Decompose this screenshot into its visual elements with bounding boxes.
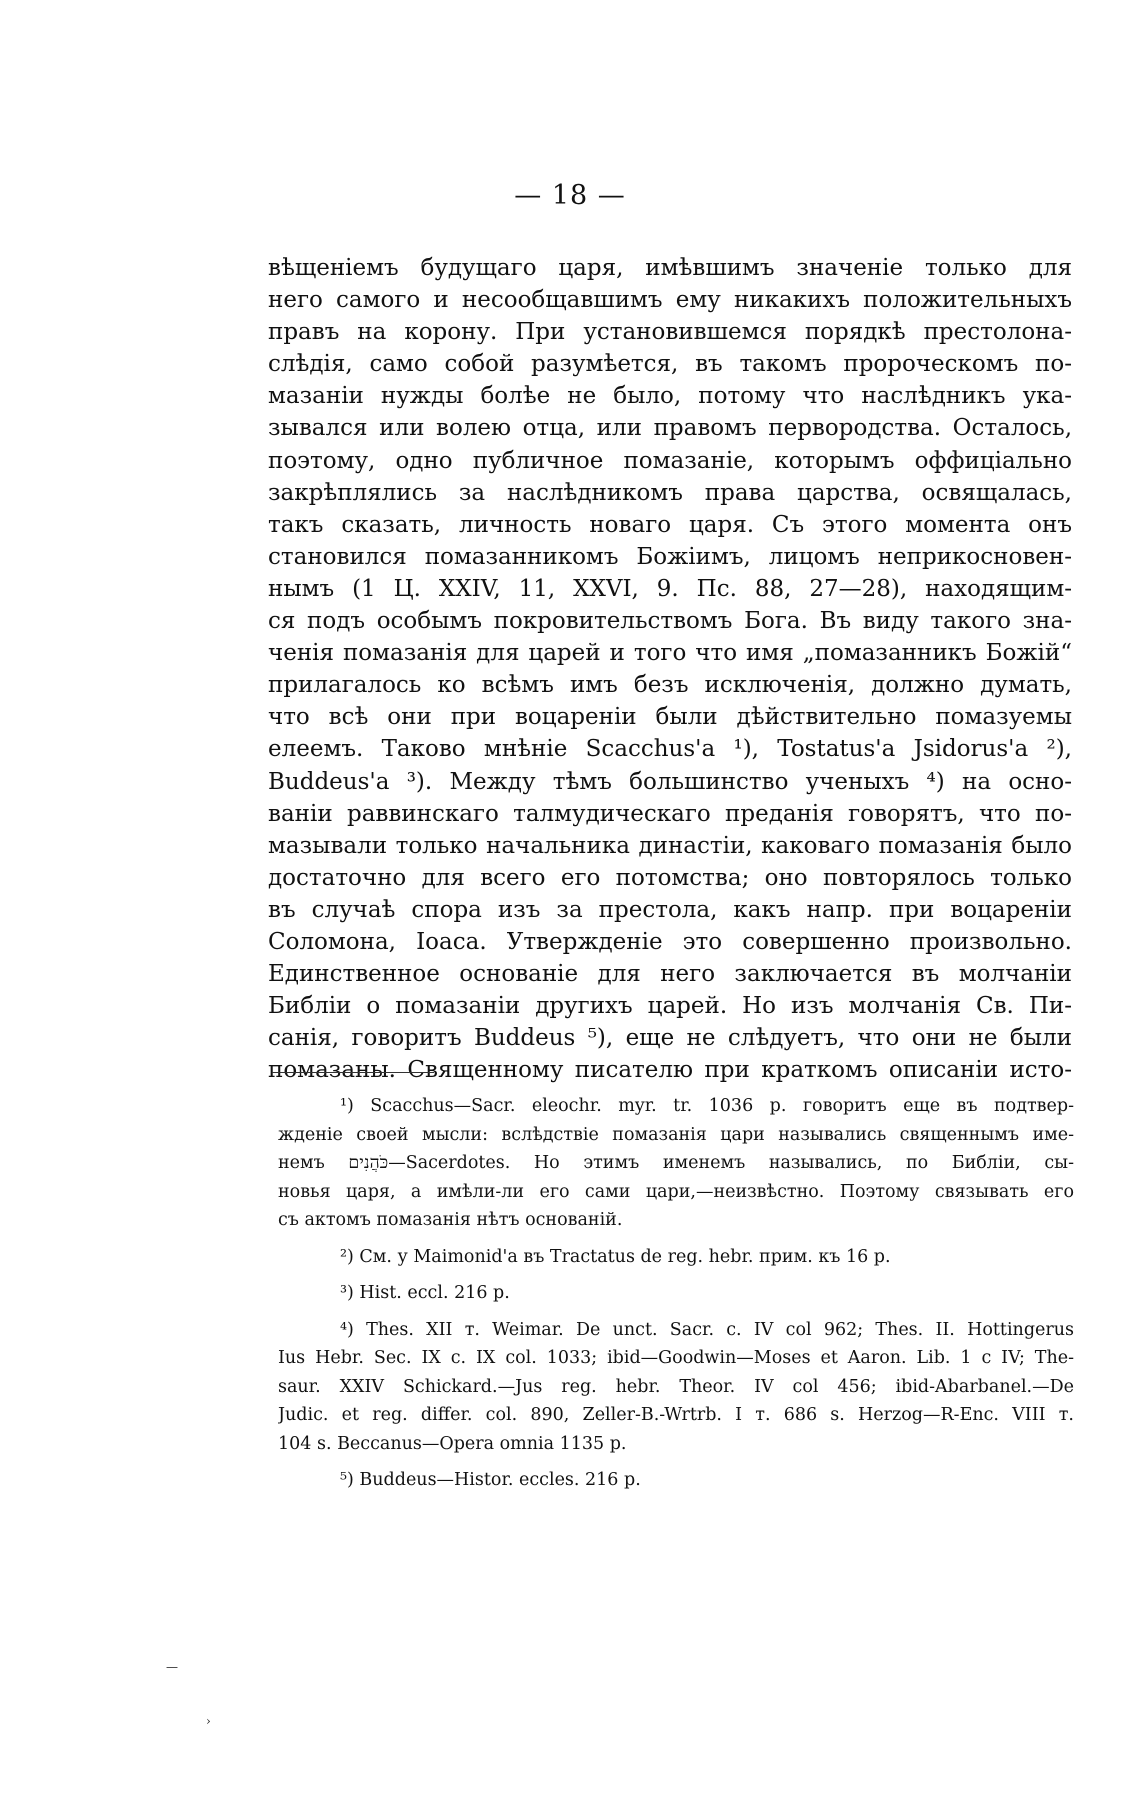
text-line: прилагалось ко всѣмъ имъ безъ исключенія, должно думать,: [268, 672, 1072, 699]
text-line: достаточно для всего его потомства; оно повторялось только: [268, 864, 1072, 891]
text-line: слѣдія, само собой разумѣется, въ такомъ пророческомъ по-: [268, 351, 1072, 378]
footnotes: [278, 1092, 1074, 1495]
footnote-4: [278, 1316, 1074, 1459]
footnote-line: ⁴) Thes. XII т. Weimar. De unct. Sacr. c. IV col 962; Thes. II. Hottingerus: [340, 1319, 1074, 1340]
footnote-line: ¹) Scacchus—Sacr. eleochr. myr. tr. 1036 p. говоритъ еще въ подтвер-: [340, 1096, 1074, 1116]
text-line: мазывали только начальника династіи, каковаго помазанія было: [268, 832, 1072, 859]
footnote-line: немъ כֹּהֲנִים—Sacerdotes. Но этимъ именемъ назывались, по Библіи, сы-: [278, 1153, 1074, 1173]
text-line: санія, говоритъ Buddeus ⁵), еще не слѣдуетъ, что они не были: [268, 1025, 1072, 1052]
footnote-line: ⁵) Buddeus—Histor. eccles. 216 p.: [340, 1470, 641, 1490]
text-line: мазаніи нужды болѣе не было, потому что наслѣдникъ ука-: [268, 383, 1072, 410]
footnote-line: жденіе своей мысли: вслѣдствіе помазанія цари назывались священнымъ име-: [278, 1124, 1074, 1145]
stray-mark: —: [166, 1660, 178, 1674]
text-line: елеемъ. Таково мнѣніе Scacchus'а ¹), Tostatus'а Jsidorus'а ²),: [268, 736, 1072, 763]
footnote-1: [278, 1092, 1074, 1235]
footnote-line: ²) См. у Maimonid'а въ Tractatus de reg. hebr. прим. къ 16 p.: [340, 1246, 891, 1267]
footnote-line: съ актомъ помазанія нѣтъ основаній.: [278, 1210, 623, 1230]
stray-mark: ›: [206, 1714, 211, 1728]
text-line: ваніи раввинскаго талмудическаго преданія говорятъ, что по-: [268, 800, 1072, 827]
text-line: въ случаѣ спора изъ за престола, какъ напр. при воцареніи: [268, 896, 1072, 923]
footnote-line: Ius Hebr. Sec. IX c. IX col. 1033; ibid—Goodwin—Moses et Aaron. Lib. 1 c IV; The-: [278, 1348, 1074, 1368]
text-line: нымъ (1 Ц. XXIV, 11, XXVI, 9. Пс. 88, 27—28), находящим-: [268, 575, 1072, 602]
footnote-2: [278, 1243, 1074, 1272]
main-text: [268, 252, 1072, 1086]
footnote-line: Judic. et reg. differ. col. 890, Zeller-B.-Wrtrb. I т. 686 s. Herzog—R-Enc. VIII т.: [278, 1405, 1074, 1425]
text-line: зывался или волею отца, или правомъ первородства. Осталось,: [268, 415, 1072, 442]
text-line: ченія помазанія для царей и того что имя „помазанникъ Божій“: [268, 640, 1072, 667]
text-line: вѣщеніемъ будущаго царя, имѣвшимъ значеніе только для: [268, 255, 1072, 281]
text-line: становился помазанникомъ Божіимъ, лицомъ неприкосновен-: [268, 543, 1072, 570]
footnote-3: [278, 1279, 1074, 1308]
text-line: помазаны. Священному писателю при краткомъ описаніи исто-: [268, 1057, 1072, 1084]
footnote-line: 104 s. Beccanus—Opera omnia 1135 p.: [278, 1433, 627, 1454]
text-line: Библіи о помазаніи другихъ царей. Но изъ молчанія Св. Пи-: [268, 993, 1072, 1020]
text-line: него самого и несообщавшимъ ему никакихъ положительныхъ: [268, 287, 1072, 314]
text-line: Buddeus'а ³). Между тѣмъ большинство ученыхъ ⁴) на осно-: [268, 768, 1072, 795]
text-line: поэтому, одно публичное помазаніе, которымъ оффиціально: [268, 447, 1072, 474]
footnote-line: ³) Hist. eccl. 216 p.: [340, 1283, 510, 1303]
text-line: что всѣ они при воцареніи были дѣйствительно помазуемы: [268, 704, 1072, 731]
text-line: правъ на корону. При установившемся порядкѣ престолона-: [268, 319, 1072, 346]
text-line: Единственное основаніе для него заключается въ молчаніи: [268, 961, 1072, 988]
footnote-5: [278, 1466, 1074, 1495]
footnote-line: saur. XXIV Schickard.—Jus reg. hebr. Theor. IV col 456; ibid-Abarbanel.—De: [278, 1376, 1074, 1397]
text-line: Соломона, Іоаса. Утвержденіе это совершенно произвольно.: [268, 928, 1072, 955]
text-line: такъ сказать, личность новаго царя. Съ этого момента онъ: [268, 511, 1072, 538]
text-line: ся подъ особымъ покровительствомъ Бога. Въ виду такого зна-: [268, 608, 1072, 635]
footnote-separator: [272, 1072, 434, 1073]
page-number: — 18 —: [514, 180, 626, 211]
text-line: закрѣплялись за наслѣдникомъ права царства, освящалась,: [268, 479, 1072, 506]
footnote-line: новья царя, а имѣли-ли его сами цари,—неизвѣстно. Поэтому связывать его: [278, 1181, 1074, 1202]
